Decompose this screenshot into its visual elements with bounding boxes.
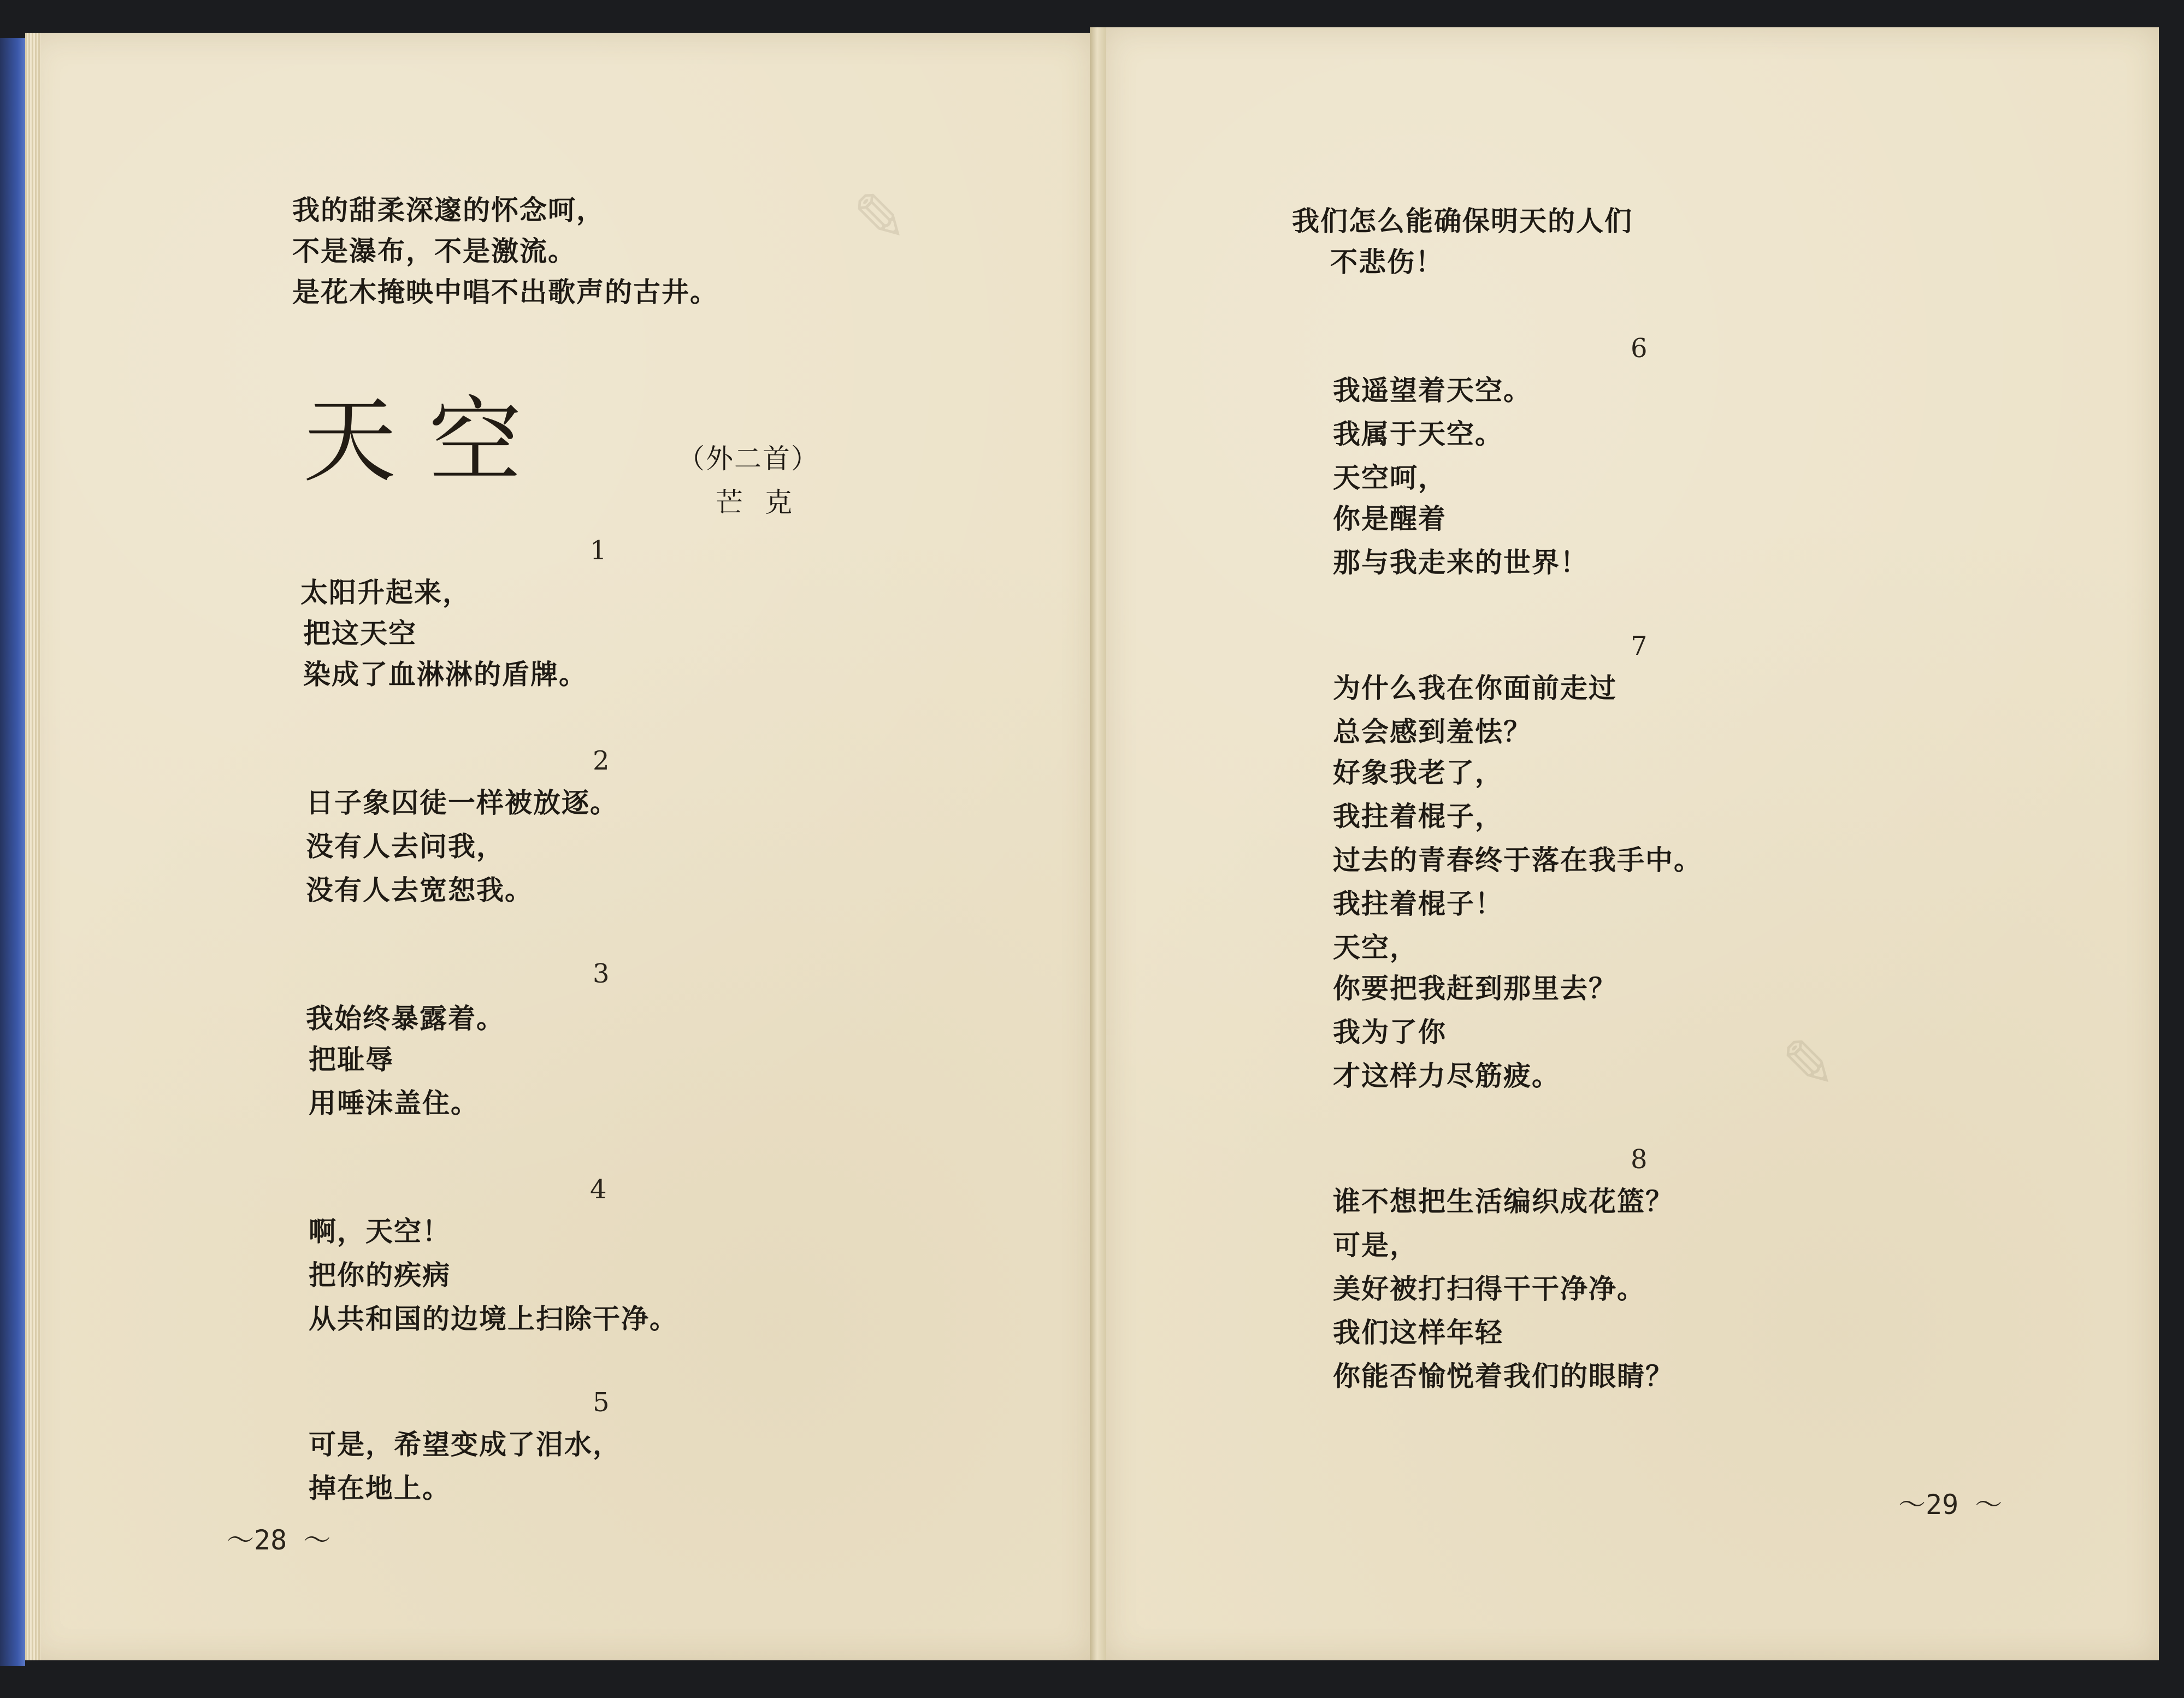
poem-line: 没有人去宽恕我。 (306, 874, 533, 906)
book-cover-edge (0, 38, 25, 1666)
page-number: ～28 ～ (227, 1524, 331, 1556)
poem-line: 我遥望着天空。 (1333, 374, 1532, 406)
poem-line: 可是， (1333, 1229, 1418, 1261)
poem-line: 天空呵， (1333, 462, 1447, 494)
poem-line: 才这样力尽筋疲。 (1333, 1060, 1560, 1092)
poem-line: 没有人去问我， (306, 830, 505, 862)
intro-line: 我的甜柔深邃的怀念呵， (292, 194, 605, 226)
poem-line: 把耻辱 (309, 1043, 394, 1075)
poem-line: 把这天空 (303, 617, 417, 649)
section-number: 4 (590, 1174, 607, 1205)
poem-line: 掉在地上。 (309, 1472, 451, 1504)
section-number: 5 (593, 1387, 610, 1418)
poem-line: 染成了血淋淋的盾牌。 (303, 658, 587, 690)
poem-line: 好象我老了， (1333, 756, 1503, 789)
poem-line: 太阳升起来， (300, 576, 471, 608)
section-number: 2 (593, 746, 610, 776)
poem-line: 美好被打扫得干干净净。 (1333, 1273, 1645, 1305)
poem-subtitle: （外二首） (677, 443, 819, 475)
bleed-through: ✎ (852, 180, 907, 256)
page-number: ～29 ～ (1898, 1489, 2003, 1520)
poem-line: 啊，天空！ (309, 1215, 451, 1247)
poem-line: 你要把我赶到那里去？ (1333, 972, 1617, 1004)
section-number: 1 (590, 535, 607, 566)
page-edges (25, 33, 40, 1660)
section-number: 8 (1631, 1144, 1648, 1175)
intro-line: 不是瀑布，不是激流。 (292, 235, 576, 267)
poem-line: 我们这样年轻 (1333, 1316, 1503, 1348)
poem-line: 我为了你 (1333, 1016, 1447, 1048)
poem-line: 总会感到羞怯？ (1333, 715, 1532, 748)
poem-line: 你是醒着 (1333, 502, 1447, 535)
poem-line: 日子象囚徒一样被放逐。 (306, 786, 618, 819)
poem-line: 把你的疾病 (309, 1259, 451, 1291)
intro-line: 是花木掩映中唱不出歌声的古井。 (292, 276, 718, 308)
section-number: 3 (593, 959, 610, 989)
poem-line: 为什么我在你面前走过 (1333, 672, 1617, 704)
poem-line: 你能否愉悦着我们的眼睛？ (1333, 1360, 1674, 1392)
poem-line: 我拄着棍子， (1333, 800, 1503, 832)
poem-line: 那与我走来的世界！ (1333, 546, 1589, 578)
poem-line: 用唾沫盖住。 (309, 1087, 479, 1119)
poem-line: 可是，希望变成了泪水， (309, 1428, 621, 1460)
poem-line: 谁不想把生活编织成花篮？ (1333, 1185, 1674, 1217)
poem-title: 天空 (303, 387, 555, 495)
section-number: 7 (1631, 631, 1648, 661)
book-gutter (1090, 27, 1106, 1660)
poem-line: 不悲伤！ (1330, 246, 1444, 278)
poem-line: 我属于天空。 (1333, 418, 1503, 450)
poem-author: 芒克 (716, 487, 814, 518)
bleed-through: ✎ (1781, 1027, 1836, 1103)
poem-line: 我始终暴露着。 (306, 1002, 505, 1034)
poem-line: 过去的青春终于落在我手中。 (1333, 844, 1702, 876)
poem-line: 天空， (1333, 931, 1418, 963)
poem-line: 我们怎么能确保明天的人们 (1292, 205, 1633, 237)
section-number: 6 (1631, 333, 1648, 364)
poem-line: 我拄着棍子！ (1333, 888, 1503, 920)
poem-line: 从共和国的边境上扫除干净。 (309, 1303, 678, 1335)
